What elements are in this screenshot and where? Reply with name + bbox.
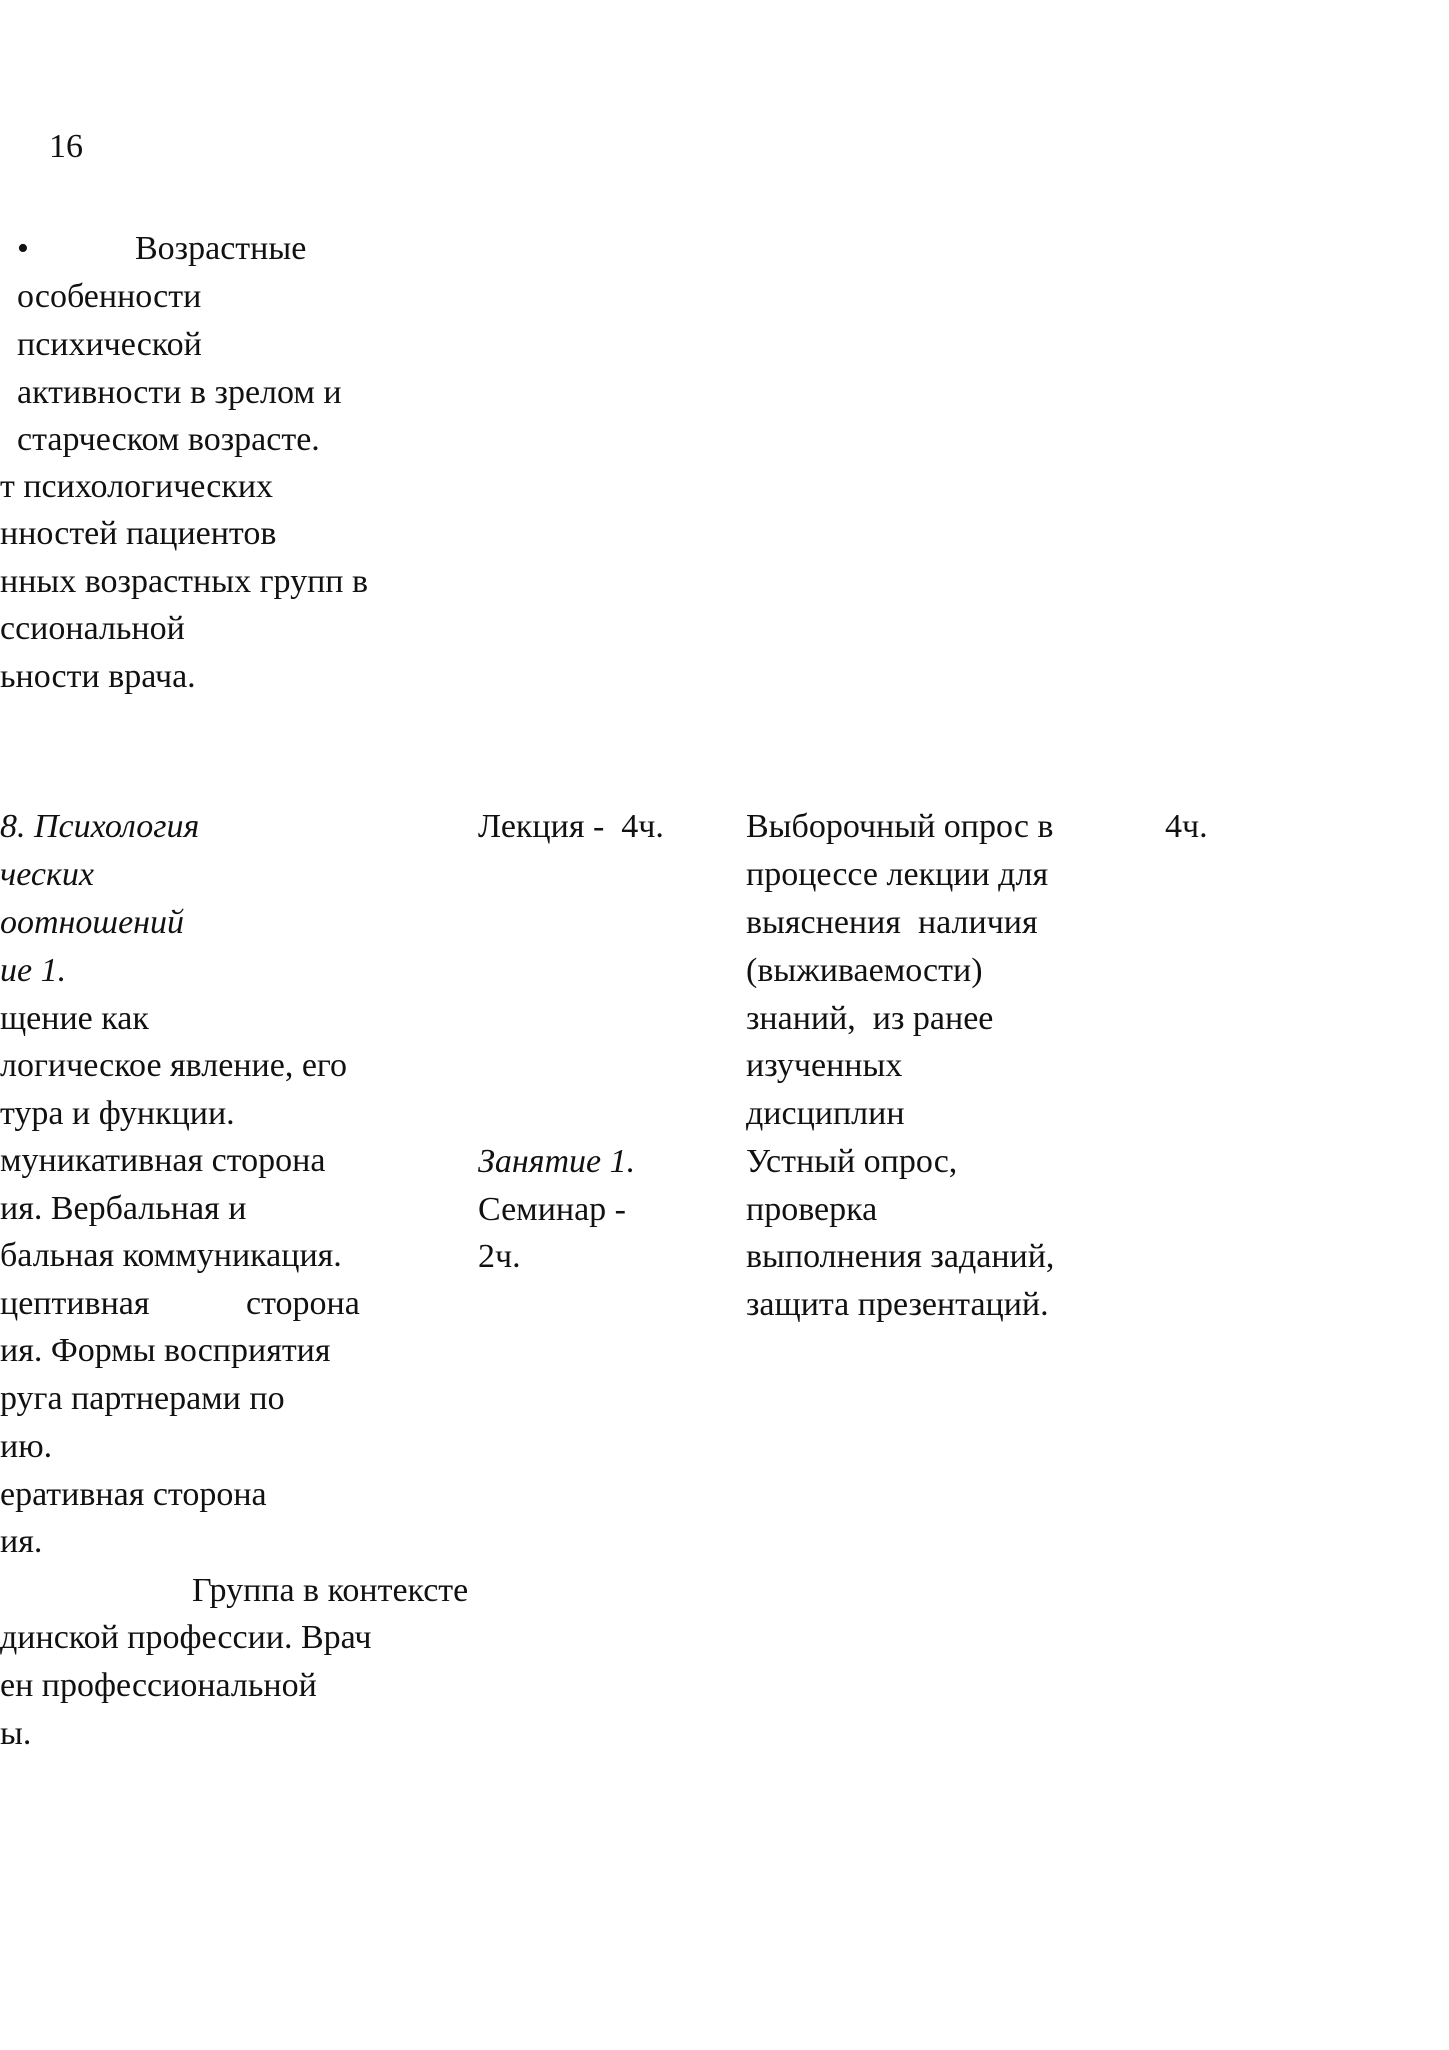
section-title bbox=[0, 810, 199, 844]
col1-lower-line: Группа в контексте bbox=[192, 1572, 469, 1609]
col1-lower-line: цептивная bbox=[0, 1285, 150, 1322]
assessment-line: процессе лекции для bbox=[746, 856, 1049, 893]
col1-lower-line: руга партнерами по bbox=[0, 1380, 285, 1417]
assessment-line: выяснения наличия bbox=[746, 904, 1038, 941]
col1-upper-line: старческом возрасте. bbox=[17, 421, 320, 458]
col1-lower-line: ы. bbox=[0, 1715, 32, 1752]
col1-upper-line: нных возрастных групп в bbox=[0, 563, 369, 600]
seminar-label: Семинар - bbox=[478, 1191, 627, 1228]
assessment-line: Устный опрос, bbox=[746, 1143, 958, 1180]
assessment-line: защита презентаций. bbox=[746, 1286, 1049, 1323]
bullet-marker: • bbox=[17, 230, 29, 267]
assessment-line: (выживаемости) bbox=[746, 952, 983, 989]
session-label-col2: Занятие 1. bbox=[478, 1143, 636, 1180]
assessment-line: знаний, из ранее bbox=[746, 1000, 994, 1037]
lecture-hours: Лекция - 4ч. bbox=[478, 808, 664, 845]
col1-upper-line: нностей пациентов bbox=[0, 515, 277, 552]
col1-lower-line: щение как bbox=[0, 1000, 149, 1037]
col1-lower-line: муникативная сторона bbox=[0, 1142, 326, 1179]
col1-lower-line: логическое явление, его bbox=[0, 1047, 348, 1084]
page-number: 16 bbox=[49, 128, 83, 165]
col1-lower-line: ия. Формы восприятия bbox=[0, 1332, 331, 1369]
section-title-line: ческих bbox=[0, 856, 94, 893]
col1-upper-line: ссиональной bbox=[0, 610, 185, 647]
col1-lower-line: ен профессиональной bbox=[0, 1667, 317, 1704]
assessment-line: проверка bbox=[746, 1191, 878, 1228]
assessment-line: Выборочный опрос в bbox=[746, 808, 1054, 845]
assessment-line: выполнения заданий, bbox=[746, 1238, 1055, 1275]
col1-lower-line: тура и функции. bbox=[0, 1095, 235, 1132]
col1-upper-line: ьности врача. bbox=[0, 658, 196, 695]
col1-lower-line: сторона bbox=[246, 1285, 360, 1322]
col1-lower-line: бальная коммуникация. bbox=[0, 1237, 342, 1274]
col1-lower-line: ию. bbox=[0, 1428, 53, 1465]
section-title-line: оотношений bbox=[0, 904, 185, 941]
seminar-hours: 2ч. bbox=[478, 1238, 521, 1275]
col1-upper-line: особенности bbox=[17, 278, 202, 315]
session-label: ие 1. bbox=[0, 952, 67, 989]
section-title-text: 8. Психология bbox=[0, 808, 200, 845]
col1-upper-line: Возрастные bbox=[135, 230, 307, 267]
assessment-line: изученных bbox=[746, 1047, 903, 1084]
col1-lower-line: ия. Вербальная и bbox=[0, 1190, 247, 1227]
total-hours: 4ч. bbox=[1165, 808, 1208, 845]
col1-lower-line: динской профессии. Врач bbox=[0, 1619, 372, 1656]
col1-upper-line: т психологических bbox=[0, 468, 274, 505]
col1-upper-line: активности в зрелом и bbox=[17, 374, 342, 411]
assessment-line: дисциплин bbox=[746, 1095, 905, 1132]
col1-lower-line: ия. bbox=[0, 1523, 43, 1560]
col1-upper-line: психической bbox=[17, 326, 202, 363]
col1-lower-line: еративная сторона bbox=[0, 1476, 267, 1513]
